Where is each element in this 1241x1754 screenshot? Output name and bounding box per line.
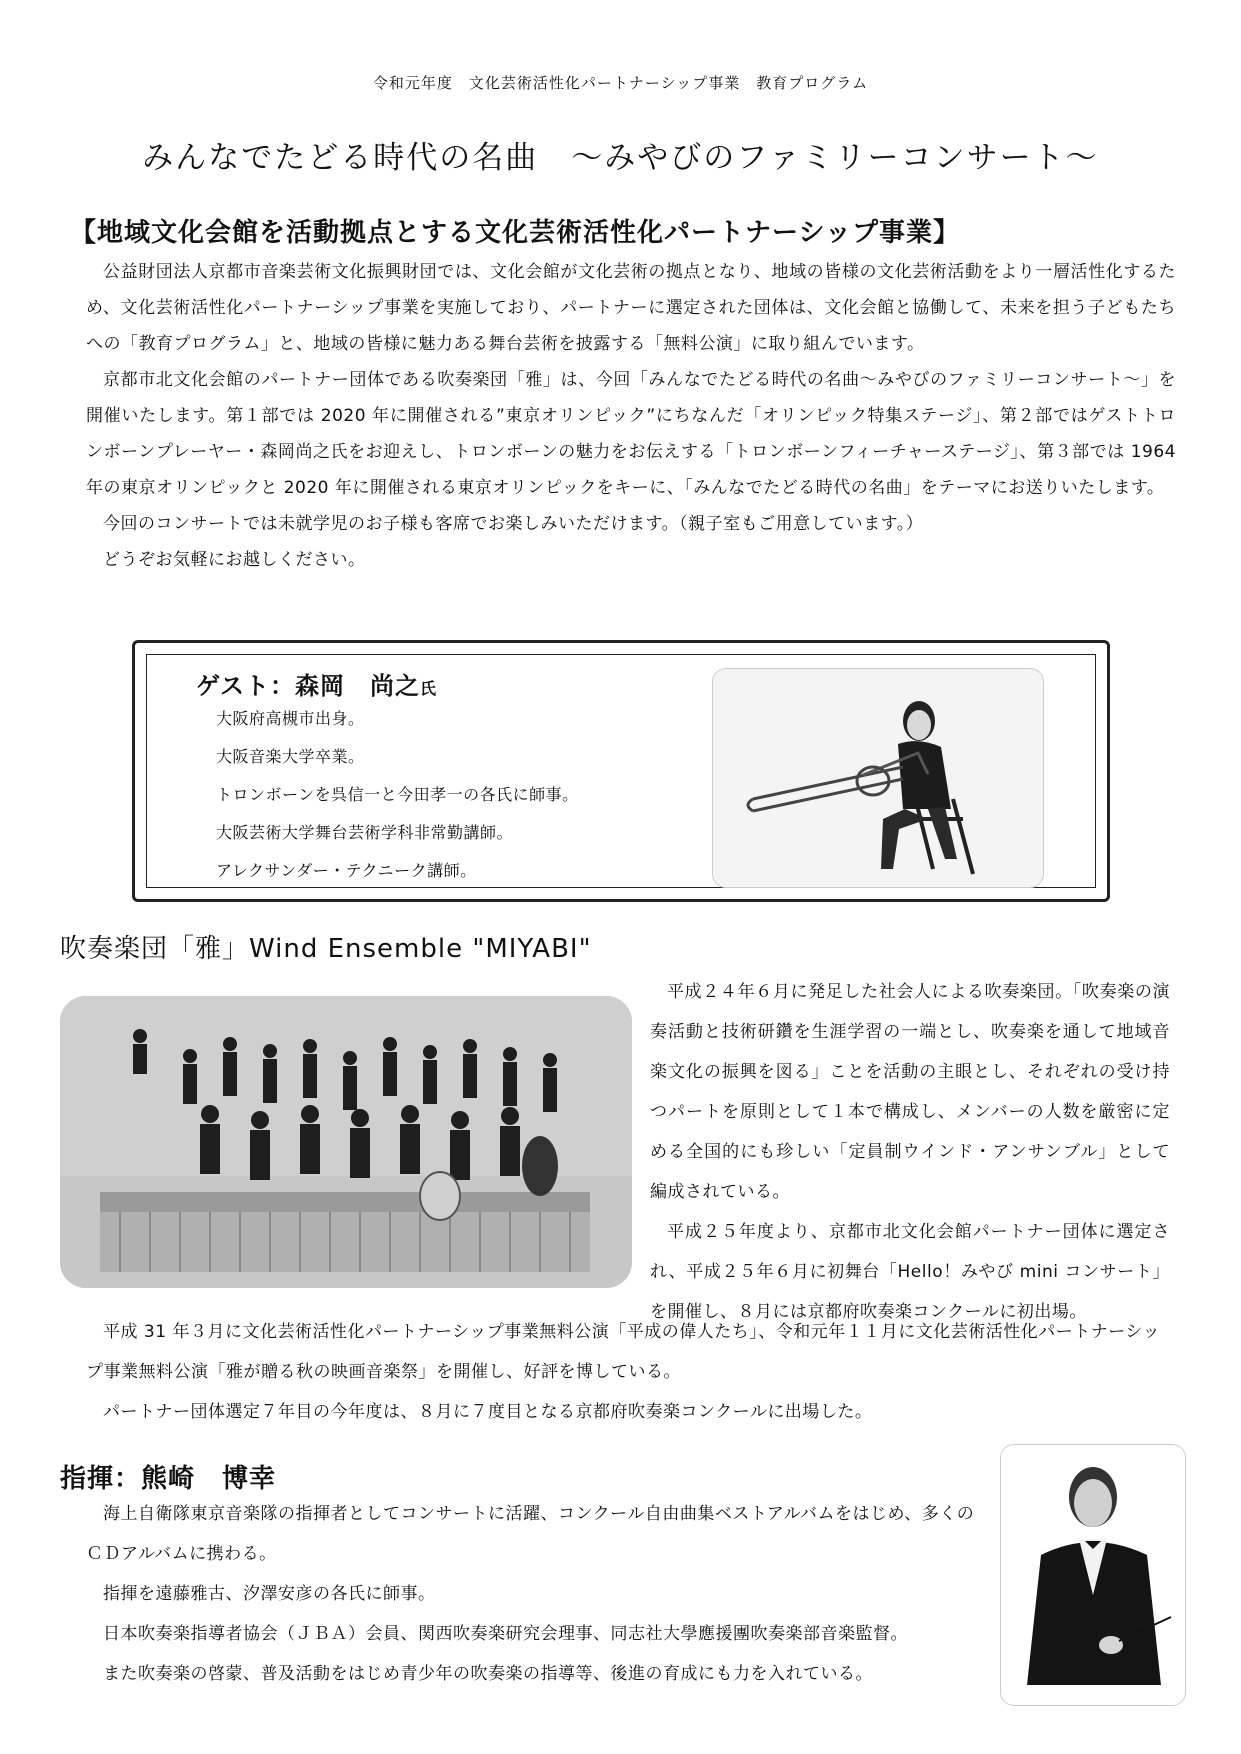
guest-photo	[712, 668, 1044, 888]
partnership-text	[86, 254, 1176, 578]
band-paragraph: 平成２４年６月に発足した社会人による吹奏楽団。「吹奏楽の演奏活動と技術研鑽を生涯学習の一端とし、吹奏楽を通して地域音楽文化の振興を図る」ことを活動の主眼とし、それぞれの受け持つパートを原則として１本で構成し、メンバーの人数を厳密に定める全国的にも珍しい「定員制ウインド・アンサンブル」として編成されている。	[650, 982, 1170, 1202]
conductor-paragraph: また吹奏楽の啓蒙、普及活動をはじめ青少年の吹奏楽の指導等、後進の育成にも力を入れている。	[103, 1664, 873, 1684]
band-side-text	[650, 972, 1170, 1332]
band-heading: 吹奏楽団「雅」Wind Ensemble "MIYABI"	[60, 934, 592, 964]
band-full-text	[86, 1312, 1176, 1432]
guest-bio-line: 大阪音楽大学卒業。	[216, 747, 365, 766]
partnership-paragraph: どうぞお気軽にお越しください。	[103, 550, 366, 570]
ensemble-group-photo	[60, 996, 632, 1288]
guest-bio	[216, 700, 579, 890]
band-paragraph: 平成 31 年３月に文化芸術活性化パートナーシップ事業無料公演「平成の偉人たち」、令和元年１１月に文化芸術活性化パートナーシップ事業無料公演「雅が贈る秋の映画音楽祭」を開催し、好評を博している。	[86, 1322, 1161, 1382]
band-paragraph: 平成２５年度より、京都市北文化会館パートナー団体に選定され、平成２５年６月に初舞台「Hello！みやび mini コンサート」を開催し、８月には京都府吹奏楽コンクールに初出場。	[650, 1222, 1170, 1322]
conductor-paragraph: 海上自衛隊東京音楽隊の指揮者としてコンサートに活躍、コンクール自由曲集ベストアルバムをはじめ、多くのＣＤアルバムに携わる。	[86, 1504, 975, 1564]
guest-bio-line: 大阪府高槻市出身。	[216, 709, 365, 728]
guest-name	[196, 666, 437, 701]
guest-bio-line: トロンボーンを呉信一と今田孝一の各氏に師事。	[216, 785, 579, 804]
trombonist-illustration	[713, 669, 1044, 888]
guest-bio-line: アレクサンダー・テクニーク講師。	[216, 861, 477, 880]
partnership-paragraph: 京都市北文化会館のパートナー団体である吹奏楽団「雅」は、今回「みんなでたどる時代の名曲～みやびのファミリーコンサート～」を開催いたします。第１部では 2020 年に開催される”東京オリンピック”にちなんだ「オリンピック特集ステージ」、第２部ではゲストトロンボーンプレーヤー・森岡尚之氏をお迎えし、トロンボーンの魅力をお伝えする「トロンボーンフィーチャーステージ」、第３部では 1964 年の東京オリンピックと 2020 年に開催される東京オリンピックをキーに、「みんなでたどる時代の名曲」をテーマにお送りいたします。	[86, 370, 1176, 498]
conductor-paragraph: 日本吹奏楽指導者協会（ＪＢＡ）会員、関西吹奏楽研究会理事、同志社大學應援團吹奏楽部音楽監督。	[103, 1624, 908, 1644]
conductor-photo	[1000, 1444, 1186, 1706]
partnership-heading: 【地域文化会館を活動拠点とする文化芸術活性化パートナーシップ事業】	[70, 218, 960, 248]
guest-bio-line: 大阪芸術大学舞台芸術学科非常勤講師。	[216, 823, 514, 842]
conductor-paragraph: 指揮を遠藤雅古、汐澤安彦の各氏に師事。	[103, 1584, 436, 1604]
band-photo	[60, 996, 632, 1288]
program-subtitle: 令和元年度 文化芸術活性化パートナーシップ事業 教育プログラム	[372, 74, 869, 92]
guest-label: ゲスト：森岡 尚之	[196, 672, 421, 700]
band-paragraph: パートナー団体選定７年目の今年度は、８月に７度目となる京都府吹奏楽コンクールに出場した。	[103, 1402, 873, 1422]
conductor-text	[86, 1494, 986, 1694]
partnership-paragraph: 公益財団法人京都市音楽芸術文化振興財団では、文化会館が文化芸術の拠点となり、地域の皆様の文化芸術活動をより一層活性化するため、文化芸術活性化パートナーシップ事業を実施しており、パートナーに選定された団体は、文化会館と協働して、未来を担う子どもたちへの「教育プログラム」と、地域の皆様に魅力ある舞台芸術を披露する「無料公演」に取り組んでいます。	[86, 262, 1176, 354]
partnership-paragraph: 今回のコンサートでは未就学児のお子様も客席でお楽しみいただけます。（親子室もご用意しています。）	[103, 514, 924, 534]
concert-title: みんなでたどる時代の名曲 ～みやびのファミリーコンサート～	[142, 140, 1099, 176]
conductor-illustration	[1001, 1445, 1186, 1706]
guest-honorific: 氏	[420, 679, 438, 698]
conductor-heading: 指揮：熊崎 博幸	[60, 1464, 277, 1494]
